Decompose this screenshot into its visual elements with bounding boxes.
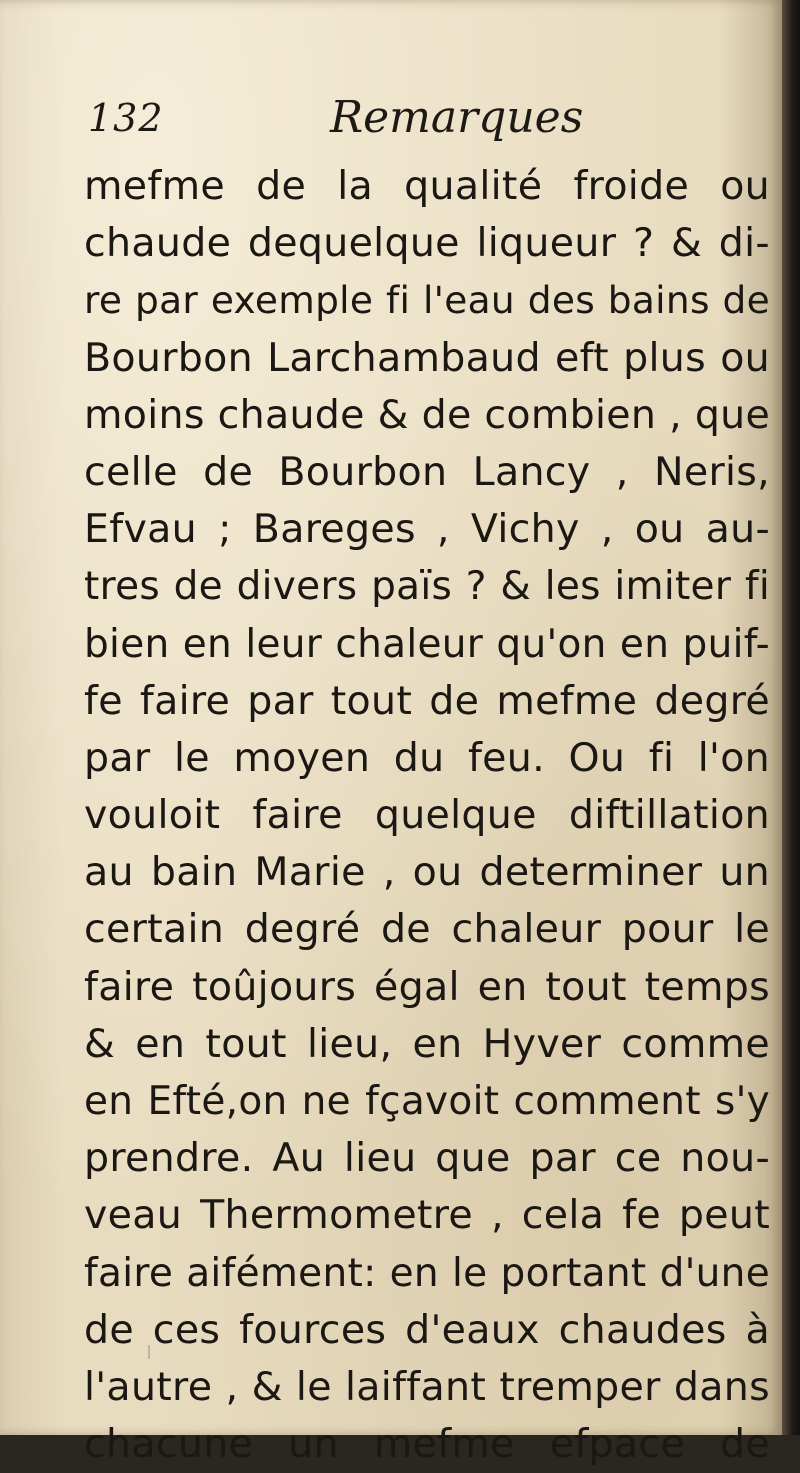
ink-mark bbox=[148, 1345, 156, 1359]
text-line: moins chaude & de combien , que bbox=[84, 391, 770, 438]
text-line: chacune un mefme efpace de bbox=[84, 1421, 770, 1468]
page-edge-shadow bbox=[782, 0, 800, 1435]
text-line: vouloit faire quelque diftillation bbox=[84, 792, 770, 839]
running-head: Remarques bbox=[330, 92, 584, 143]
text-line: veau Thermometre , cela fe peut bbox=[84, 1192, 770, 1239]
text-line: Efvau ; Bareges , Vichy , ou au- bbox=[84, 506, 770, 553]
text-line: faire toûjours égal en tout temps bbox=[84, 963, 770, 1010]
text-line: fe faire par tout de mefme degré bbox=[84, 677, 770, 724]
body-text bbox=[84, 158, 770, 1473]
text-line: celle de Bourbon Lancy , Neris, bbox=[84, 448, 770, 495]
text-line: certain degré de chaleur pour le bbox=[84, 906, 770, 953]
text-line: re par exemple fi l'eau des bains de bbox=[84, 278, 770, 323]
text-line: en Efté,on ne fçavoit comment s'y bbox=[84, 1079, 770, 1124]
text-line: l'autre , & le laiffant tremper dans bbox=[84, 1363, 770, 1410]
text-line: au bain Marie , ou determiner un bbox=[84, 849, 770, 896]
text-line: de ces fources d'eaux chaudes à bbox=[84, 1306, 770, 1353]
text-line: faire aifément: en le portant d'une bbox=[84, 1250, 770, 1296]
page-number: 132 bbox=[88, 96, 164, 140]
text-line: Bourbon Larchambaud eft plus ou bbox=[84, 334, 770, 381]
text-line: prendre. Au lieu que par ce nou- bbox=[84, 1135, 770, 1182]
text-line: tres de divers païs ? & les imiter fi bbox=[84, 564, 770, 610]
text-line: chaude dequelque liqueur ? & di- bbox=[84, 220, 770, 267]
text-line: mefme de la qualité froide ou bbox=[84, 163, 770, 209]
page-header bbox=[88, 92, 768, 152]
text-line: & en tout lieu, en Hyver comme bbox=[84, 1020, 770, 1067]
text-line: bien en leur chaleur qu'on en puif- bbox=[84, 621, 770, 667]
text-line: par le moyen du feu. Ou fi l'on bbox=[84, 734, 770, 781]
